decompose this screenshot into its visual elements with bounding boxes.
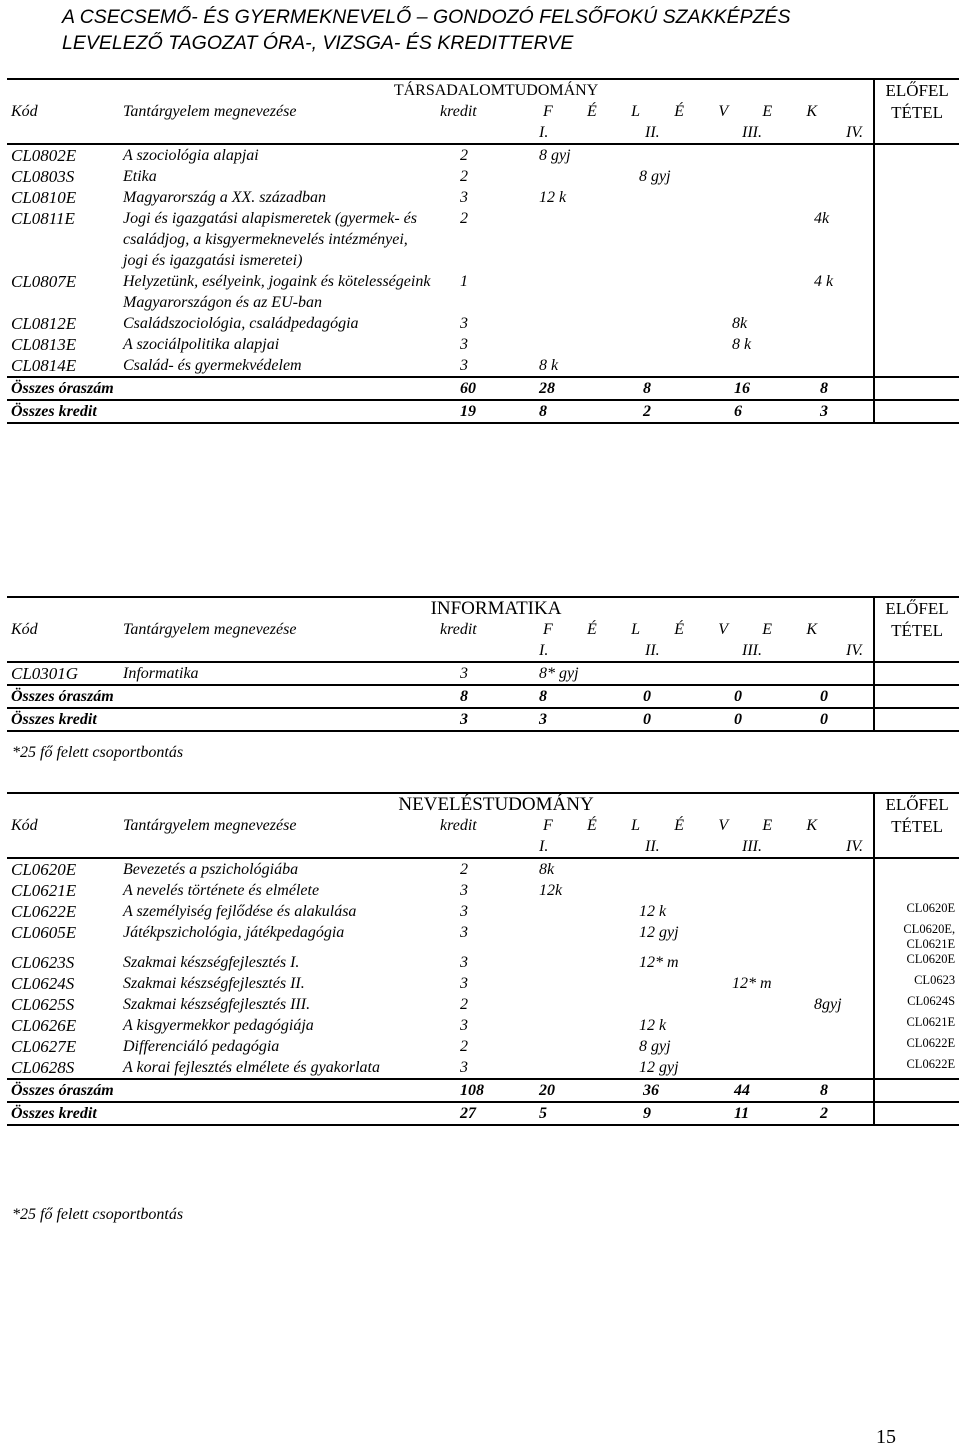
- course-semester-3: [698, 994, 786, 1015]
- felev-letter: L: [631, 103, 640, 120]
- course-semester-1: [523, 922, 611, 952]
- elofeltetel-header: [874, 79, 959, 144]
- course-name: Etika: [123, 168, 157, 185]
- title-line-1: A CSECSEMŐ- ÉS GYERMEKNEVELŐ – GONDOZÓ FELSŐFOKÚ SZAKKÉPZÉS: [62, 6, 791, 28]
- total-kredit: 3: [436, 708, 523, 731]
- course-code: CL0301G: [11, 664, 79, 683]
- course-row: [7, 994, 959, 1015]
- course-prerequisite: [874, 858, 959, 880]
- table-nevelestudomany: [7, 792, 959, 1126]
- felev-letter: K: [806, 103, 818, 120]
- total-credit-row: [7, 400, 959, 423]
- course-semester-2: 12 k: [639, 1017, 667, 1034]
- course-prerequisite: CL0620E: [874, 952, 959, 973]
- course-semester-4: [786, 355, 874, 377]
- course-row: [7, 922, 959, 952]
- elofeltetel-label-2: TÉTEL: [891, 621, 943, 640]
- column-header-row: [7, 815, 959, 836]
- header-kod: Kód: [11, 103, 38, 120]
- section-title-row: [7, 79, 959, 101]
- course-semester-2: [611, 334, 698, 355]
- total-kredit: 8: [436, 685, 523, 708]
- total-semester-2: 36: [611, 1079, 698, 1102]
- course-kredit: 3: [460, 975, 468, 992]
- course-kredit: 2: [460, 996, 468, 1013]
- course-name: Magyarország a XX. században: [123, 189, 326, 206]
- course-semester-2: [611, 994, 698, 1015]
- course-row: [7, 208, 959, 271]
- course-row: [7, 858, 959, 880]
- course-semester-4: [786, 952, 874, 973]
- document-title: [62, 4, 922, 56]
- elofeltetel-label-2: TÉTEL: [891, 817, 944, 836]
- course-semester-2: [611, 662, 698, 685]
- total-credit-row: [7, 1102, 959, 1125]
- semester-header: IV.: [786, 640, 874, 662]
- course-semester-3: [698, 880, 786, 901]
- header-kredit: kredit: [440, 103, 477, 120]
- course-row: [7, 144, 959, 166]
- course-code: CL0605E: [11, 923, 77, 942]
- total-semester-3: 16: [698, 377, 786, 400]
- course-semester-3: [698, 166, 786, 187]
- course-semester-3: [698, 1015, 786, 1036]
- course-prerequisite: CL0623: [874, 973, 959, 994]
- course-semester-2: [611, 271, 698, 313]
- course-semester-1: [523, 901, 611, 922]
- felev-letter: F: [543, 817, 553, 834]
- course-semester-4: [786, 187, 874, 208]
- course-code: CL0622E: [11, 902, 77, 921]
- course-prerequisite: CL0622E: [874, 1036, 959, 1057]
- course-semester-3: [698, 1036, 786, 1057]
- course-semester-1: 8 k: [539, 357, 559, 374]
- course-code: CL0813E: [11, 335, 77, 354]
- course-row: [7, 271, 959, 313]
- course-row: [7, 952, 959, 973]
- course-semester-2: [611, 144, 698, 166]
- total-label: Összes óraszám: [7, 377, 436, 400]
- course-code: CL0802E: [11, 146, 77, 165]
- felev-letter: L: [631, 621, 640, 638]
- course-semester-3: 12* m: [732, 975, 772, 992]
- course-kredit: 2: [460, 1038, 468, 1055]
- header-kredit: kredit: [440, 621, 477, 638]
- semester-header: IV.: [786, 836, 874, 858]
- course-semester-3: [698, 355, 786, 377]
- total-semester-4: 0: [786, 685, 874, 708]
- course-name: Bevezetés a pszichológiába: [123, 861, 299, 878]
- total-label: Összes kredit: [7, 1102, 436, 1125]
- course-semester-1: 12k: [539, 882, 563, 899]
- total-hours-row: [7, 1079, 959, 1102]
- course-semester-1: [523, 166, 611, 187]
- course-kredit: 1: [460, 273, 468, 290]
- semester-header: III.: [698, 836, 786, 858]
- course-semester-4: [786, 1036, 874, 1057]
- course-code: CL0812E: [11, 314, 77, 333]
- course-semester-4: [786, 144, 874, 166]
- total-hours-row: [7, 377, 959, 400]
- course-semester-3: [698, 208, 786, 271]
- course-semester-4: 8gyj: [814, 996, 842, 1013]
- course-name: Szakmai készségfejlesztés III.: [123, 996, 311, 1013]
- felev-letters: [527, 815, 869, 836]
- semester-header: I.: [523, 836, 611, 858]
- course-prerequisite: [874, 208, 959, 271]
- course-kredit: 3: [460, 954, 468, 971]
- course-row: [7, 355, 959, 377]
- section-title: INFORMATIKA: [119, 597, 874, 619]
- header-name: Tantárgyelem megnevezése: [123, 621, 297, 638]
- course-semester-3: [698, 952, 786, 973]
- course-prerequisite: CL0624S: [874, 994, 959, 1015]
- course-kredit: 3: [460, 357, 468, 374]
- course-code: CL0620E: [11, 860, 77, 879]
- course-code: CL0811E: [11, 209, 75, 228]
- course-semester-1: 8 gyj: [539, 147, 571, 164]
- course-name: Szakmai készségfejlesztés II.: [123, 975, 305, 992]
- felev-letter: K: [806, 621, 817, 638]
- total-kredit: 19: [436, 400, 523, 423]
- course-semester-1: 12 k: [539, 189, 567, 206]
- total-semester-3: 11: [698, 1102, 786, 1125]
- semester-header: IV.: [786, 122, 874, 144]
- semester-header: III.: [698, 640, 786, 662]
- course-name: A szociológia alapjai: [123, 147, 259, 164]
- course-row: [7, 166, 959, 187]
- course-kredit: 2: [460, 147, 468, 164]
- course-row: [7, 334, 959, 355]
- total-kredit: 108: [436, 1079, 523, 1102]
- course-semester-4: [786, 858, 874, 880]
- course-semester-2: [611, 880, 698, 901]
- course-semester-1: [523, 973, 611, 994]
- course-kredit: 2: [460, 210, 468, 227]
- course-name: Differenciáló pedagógia: [123, 1038, 280, 1055]
- course-name: A szociálpolitika alapjai: [123, 336, 280, 353]
- course-prerequisite: CL0622E: [874, 1057, 959, 1079]
- course-prerequisite: [874, 144, 959, 166]
- total-semester-1: 28: [523, 377, 611, 400]
- total-semester-4: 3: [786, 400, 874, 423]
- course-semester-3: [698, 144, 786, 166]
- course-code: CL0810E: [11, 188, 77, 207]
- felev-letters: [527, 619, 869, 640]
- semester-header: II.: [611, 122, 698, 144]
- course-name: A személyiség fejlődése és alakulása: [123, 903, 357, 920]
- course-row: [7, 901, 959, 922]
- course-semester-2: 12 gyj: [639, 924, 679, 941]
- course-semester-3: [698, 187, 786, 208]
- total-semester-3: 0: [698, 685, 786, 708]
- course-semester-2: 12* m: [639, 954, 679, 971]
- elofeltetel-header: [874, 597, 959, 662]
- course-row: [7, 662, 959, 685]
- table-tarsadalomtudomany: [7, 78, 959, 424]
- total-semester-2: 8: [611, 377, 698, 400]
- course-semester-4: [786, 922, 874, 952]
- course-code: CL0621E: [11, 881, 77, 900]
- felev-letter: E: [762, 621, 773, 638]
- course-name: Család- és gyermekvédelem: [123, 357, 302, 374]
- total-semester-3: 6: [698, 400, 786, 423]
- felev-letter: F: [543, 621, 553, 638]
- felev-letter: É: [587, 103, 597, 120]
- felev-letter: L: [631, 817, 640, 834]
- total-semester-4: 8: [786, 1079, 874, 1102]
- course-name: Játékpszichológia, játékpedagógia: [123, 924, 345, 941]
- course-semester-1: [523, 1036, 611, 1057]
- total-label: Összes kredit: [7, 400, 436, 423]
- course-row: [7, 1015, 959, 1036]
- felev-letter: É: [587, 817, 597, 834]
- course-code: CL0814E: [11, 356, 77, 375]
- course-prerequisite: [874, 271, 959, 313]
- course-kredit: 3: [460, 903, 468, 920]
- total-semester-3: 44: [698, 1079, 786, 1102]
- course-prerequisite: CL0620E: [874, 901, 959, 922]
- course-semester-4: [786, 313, 874, 334]
- course-semester-1: 8k: [539, 861, 555, 878]
- page-number: 15: [876, 1426, 896, 1448]
- felev-letter: É: [674, 103, 685, 120]
- section-title-row: [7, 597, 959, 619]
- course-code: CL0627E: [11, 1037, 77, 1056]
- course-name: A kisgyermekkor pedagógiája: [123, 1017, 314, 1034]
- elofeltetel-label-1: ELŐFEL: [885, 599, 949, 618]
- course-code: CL0803S: [11, 167, 75, 186]
- course-semester-1: 8* gyj: [539, 665, 579, 682]
- course-row: [7, 973, 959, 994]
- total-label: Összes óraszám: [7, 685, 436, 708]
- felev-letter: V: [718, 817, 729, 834]
- course-prerequisite: [874, 313, 959, 334]
- course-code: CL0628S: [11, 1058, 75, 1077]
- course-kredit: 3: [460, 189, 468, 206]
- course-semester-3: 8k: [732, 315, 748, 332]
- course-semester-1: [523, 952, 611, 973]
- course-code: CL0626E: [11, 1016, 77, 1035]
- total-kredit: 60: [436, 377, 523, 400]
- felev-letter: V: [718, 621, 729, 638]
- felev-letter: É: [674, 621, 684, 638]
- semester-header: I.: [523, 640, 611, 662]
- course-row: [7, 1036, 959, 1057]
- header-name: Tantárgyelem megnevezése: [123, 817, 297, 834]
- felev-letter: E: [762, 103, 773, 120]
- course-semester-4: [786, 973, 874, 994]
- total-semester-2: 9: [611, 1102, 698, 1125]
- total-hours-row: [7, 685, 959, 708]
- course-semester-3: [698, 858, 786, 880]
- footnote-nevelestudomany: *25 fő felett csoportbontás: [12, 1206, 184, 1223]
- felev-letters: [527, 101, 869, 122]
- course-prerequisite: [874, 166, 959, 187]
- course-semester-2: 12 k: [639, 903, 667, 920]
- course-name: A nevelés története és elmélete: [123, 882, 320, 899]
- course-semester-4: [786, 901, 874, 922]
- total-credit-row: [7, 708, 959, 731]
- course-semester-1: [523, 994, 611, 1015]
- elofeltetel-header: [874, 793, 959, 858]
- course-kredit: 2: [460, 861, 468, 878]
- course-kredit: 3: [460, 315, 468, 332]
- course-kredit: 3: [460, 1059, 468, 1076]
- header-felev: [523, 101, 874, 122]
- course-name: Informatika: [123, 665, 199, 682]
- course-name: Szakmai készségfejlesztés I.: [123, 954, 300, 971]
- header-felev: [523, 619, 874, 640]
- semester-header-row: [7, 836, 959, 858]
- section-title: TÁRSADALOMTUDOMÁNY: [119, 79, 874, 101]
- column-header-row: [7, 619, 959, 640]
- table-informatika: [7, 596, 959, 732]
- course-semester-3: [698, 271, 786, 313]
- course-kredit: 3: [460, 924, 468, 941]
- total-semester-2: 0: [611, 685, 698, 708]
- semester-header: II.: [611, 640, 698, 662]
- header-kod: Kód: [11, 817, 38, 834]
- course-code: CL0625S: [11, 995, 75, 1014]
- course-semester-2: [611, 208, 698, 271]
- total-semester-1: 8: [523, 400, 611, 423]
- elofeltetel-label-1: ELŐFEL: [885, 81, 949, 100]
- felev-letter: É: [674, 817, 685, 834]
- course-semester-1: [523, 271, 611, 313]
- course-semester-2: 8 gyj: [639, 168, 671, 185]
- course-prerequisite: [874, 662, 959, 685]
- course-semester-4: [786, 880, 874, 901]
- course-semester-2: [611, 355, 698, 377]
- header-name: Tantárgyelem megnevezése: [123, 103, 297, 120]
- course-prerequisite: [874, 355, 959, 377]
- header-kredit: kredit: [440, 817, 477, 834]
- course-semester-4: [786, 334, 874, 355]
- course-semester-1: [523, 334, 611, 355]
- felev-letter: F: [543, 103, 553, 120]
- course-semester-4: [786, 1015, 874, 1036]
- total-semester-3: 0: [698, 708, 786, 731]
- felev-letter: É: [587, 621, 597, 638]
- course-code: CL0807E: [11, 272, 77, 291]
- course-row: [7, 880, 959, 901]
- course-semester-4: [786, 662, 874, 685]
- total-semester-1: 20: [523, 1079, 611, 1102]
- course-name: Családszociológia, családpedagógia: [123, 315, 359, 332]
- elofeltetel-label-1: ELŐFEL: [885, 795, 949, 814]
- total-kredit: 27: [436, 1102, 523, 1125]
- course-row: [7, 1057, 959, 1079]
- elofeltetel-label-2: TÉTEL: [891, 103, 944, 122]
- course-semester-1: [523, 1015, 611, 1036]
- course-prerequisite: [874, 880, 959, 901]
- section-title-row: [7, 793, 959, 815]
- total-semester-4: 2: [786, 1102, 874, 1125]
- course-semester-2: [611, 858, 698, 880]
- course-semester-4: [786, 166, 874, 187]
- total-semester-1: 3: [523, 708, 611, 731]
- total-semester-1: 5: [523, 1102, 611, 1125]
- course-semester-1: [523, 1057, 611, 1079]
- course-semester-3: [698, 901, 786, 922]
- section-title: NEVELÉSTUDOMÁNY: [119, 793, 874, 815]
- course-kredit: 3: [460, 336, 468, 353]
- header-felev: [523, 815, 874, 836]
- total-label: Összes kredit: [7, 708, 436, 731]
- total-label: Összes óraszám: [7, 1079, 436, 1102]
- course-semester-1: [523, 208, 611, 271]
- course-semester-2: 8 gyj: [639, 1038, 671, 1055]
- course-row: [7, 313, 959, 334]
- column-header-row: [7, 101, 959, 122]
- semester-header-row: [7, 122, 959, 144]
- semester-header: III.: [698, 122, 786, 144]
- course-semester-1: [523, 313, 611, 334]
- total-semester-4: 8: [786, 377, 874, 400]
- semester-header-row: [7, 640, 959, 662]
- felev-letter: K: [806, 817, 818, 834]
- course-semester-3: 8 k: [732, 336, 752, 353]
- course-kredit: 3: [460, 882, 468, 899]
- course-kredit: 2: [460, 168, 468, 185]
- total-semester-2: 2: [611, 400, 698, 423]
- course-semester-4: 4 k: [814, 273, 834, 290]
- course-prerequisite: [874, 187, 959, 208]
- total-semester-4: 0: [786, 708, 874, 731]
- course-prerequisite: [874, 334, 959, 355]
- course-semester-2: [611, 187, 698, 208]
- total-semester-1: 8: [523, 685, 611, 708]
- course-name: Helyzetünk, esélyeink, jogaink és kötelességeink Magyarországon és az EU-ban: [123, 273, 431, 311]
- semester-header: II.: [611, 836, 698, 858]
- course-semester-2: [611, 313, 698, 334]
- total-semester-2: 0: [611, 708, 698, 731]
- course-semester-2: 12 gyj: [639, 1059, 679, 1076]
- footnote-informatika: *25 fő felett csoportbontás: [12, 744, 184, 761]
- course-semester-4: [786, 1057, 874, 1079]
- course-kredit: 3: [460, 1017, 468, 1034]
- course-kredit: 3: [460, 665, 468, 682]
- course-prerequisite: CL0621E: [874, 1015, 959, 1036]
- course-prerequisite: CL0620E, CL0621E: [874, 922, 959, 952]
- course-semester-3: [698, 1057, 786, 1079]
- course-semester-3: [698, 662, 786, 685]
- felev-letter: V: [718, 103, 729, 120]
- course-semester-4: 4k: [814, 210, 830, 227]
- header-kod: Kód: [11, 621, 38, 638]
- course-semester-2: [611, 973, 698, 994]
- course-name: A korai fejlesztés elmélete és gyakorlata: [123, 1059, 380, 1076]
- course-code: CL0623S: [11, 953, 75, 972]
- title-line-2: LEVELEZŐ TAGOZAT ÓRA-, VIZSGA- ÉS KREDITTERVE: [62, 32, 574, 54]
- course-semester-3: [698, 922, 786, 952]
- course-row: [7, 187, 959, 208]
- semester-header: I.: [523, 122, 611, 144]
- course-code: CL0624S: [11, 974, 75, 993]
- course-name: Jogi és igazgatási alapismeretek (gyermek- és családjog, a kisgyermeknevelés intézményei, jogi és igazgatási ismeretei): [123, 210, 417, 269]
- felev-letter: E: [762, 817, 773, 834]
